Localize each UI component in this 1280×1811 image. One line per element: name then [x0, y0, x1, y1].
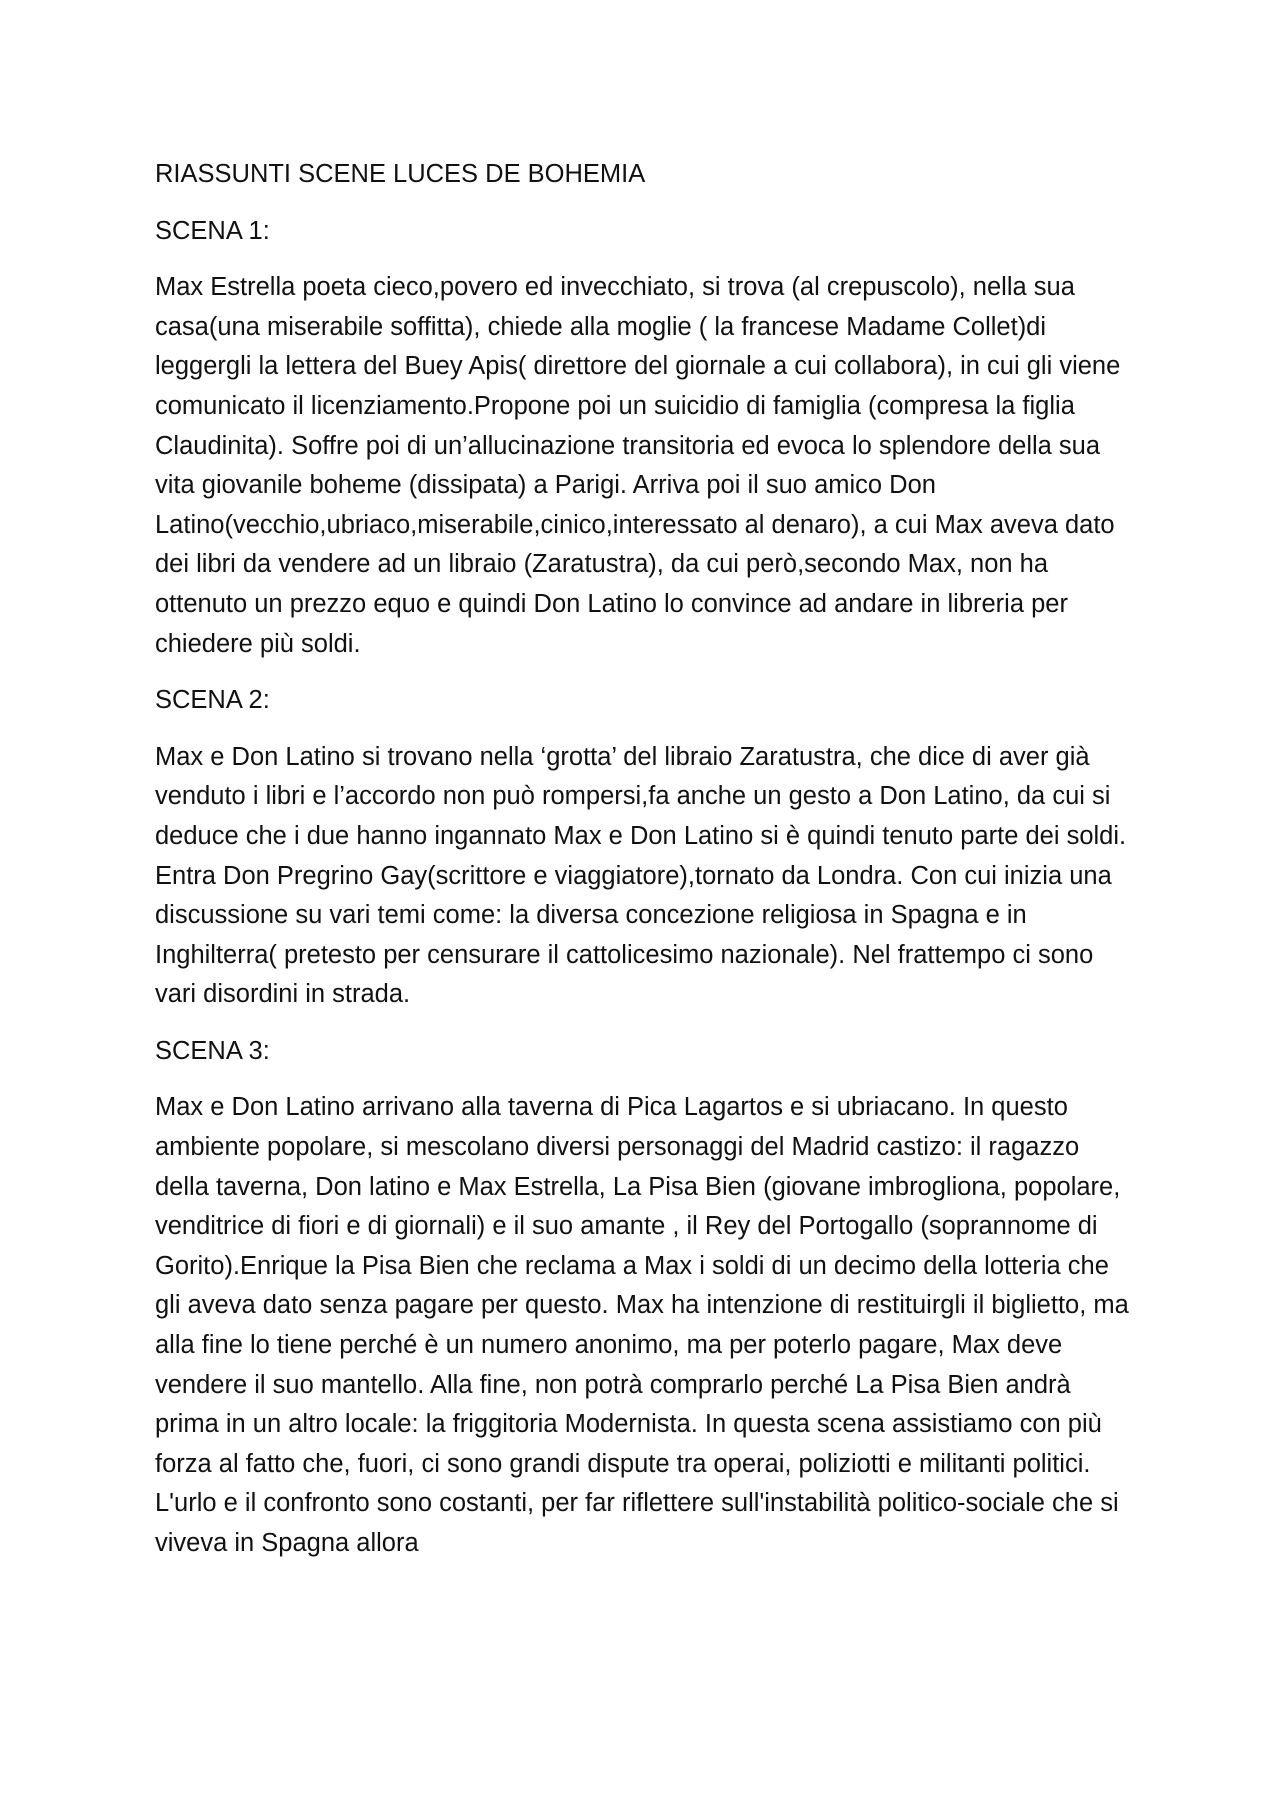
section-text-scena-3: Max e Don Latino arrivano alla taverna di Pica Lagartos e si ubriacano. In questo ambiente popolare, si mescolano diversi personaggi del Madrid castizo: il ragazzo della taverna, Don latino e Max Estrella, La Pisa Bien (giovane imbrogliona, popolare, venditrice di fiori e di giornali) e il suo amante , il Rey del Portogallo (soprannome di Gorito).Enrique la Pisa Bien che reclama a Max i soldi di un decimo della lotteria che gli aveva dato senza pagare per questo. Max ha intenzione di restituirgli il biglietto, ma alla fine lo tiene perché è un numero anonimo, ma per poterlo pagare, Max deve vendere il suo mantello. Alla fine, non potrà comprarlo perché La Pisa Bien andrà prima in un altro locale: la friggitoria Modernista. In questa scena assistiamo con più forza al fatto che, fuori, ci sono grandi dispute tra operai, poliziotti e militanti politici. L'urlo e il confronto sono costanti, per far riflettere sull'instabilità politico-sociale che si viveva in Spagna allora — [155, 1093, 1129, 1557]
document-title: RIASSUNTI SCENE LUCES DE BOHEMIA — [155, 160, 646, 188]
section-text-scena-1: Max Estrella poeta cieco,povero ed invecchiato, si trova (al crepuscolo), nella sua casa(una miserabile soffitta), chiede alla moglie ( la francese Madame Collet)di leggergli la lettera del Buey Apis( direttore del giornale a cui collabora), in cui gli viene comunicato il licenziamento.Propone poi un suicidio di famiglia (compresa la figlia Claudinita). Soffre poi di un’allucinazione transitoria ed evoca lo splendore della sua vita giovanile boheme (dissipata) a Parigi. Arriva poi il suo amico Don Latino(vecchio,ubriaco,miserabile,cinico,interessato al denaro), a cui Max aveva dato dei libri da vendere ad un libraio (Zaratustra), da cui però,secondo Max, non ha ottenuto un prezzo equo e quindi Don Latino lo convince ad andare in libreria per chiedere più soldi. — [155, 273, 1121, 658]
document-page — [155, 155, 1140, 1581]
section-heading-scena-3: SCENA 3: — [155, 1036, 270, 1065]
section-heading-scena-1: SCENA 1: — [155, 216, 270, 245]
section-heading-scena-2: SCENA 2: — [155, 686, 270, 715]
section-text-scena-2: Max e Don Latino si trovano nella ‘grotta’ del libraio Zaratustra, che dice di aver già venduto i libri e l’accordo non può rompersi,fa anche un gesto a Don Latino, da cui si deduce che i due hanno ingannato Max e Don Latino si è quindi tenuto parte dei soldi. Entra Don Pregrino Gay(scrittore e viaggiatore),tornato da Londra. Con cui inizia una discussione su vari temi come: la diversa concezione religiosa in Spagna e in Inghilterra( pretesto per censurare il cattolicesimo nazionale). Nel frattempo ci sono vari disordini in strada. — [155, 742, 1127, 1009]
